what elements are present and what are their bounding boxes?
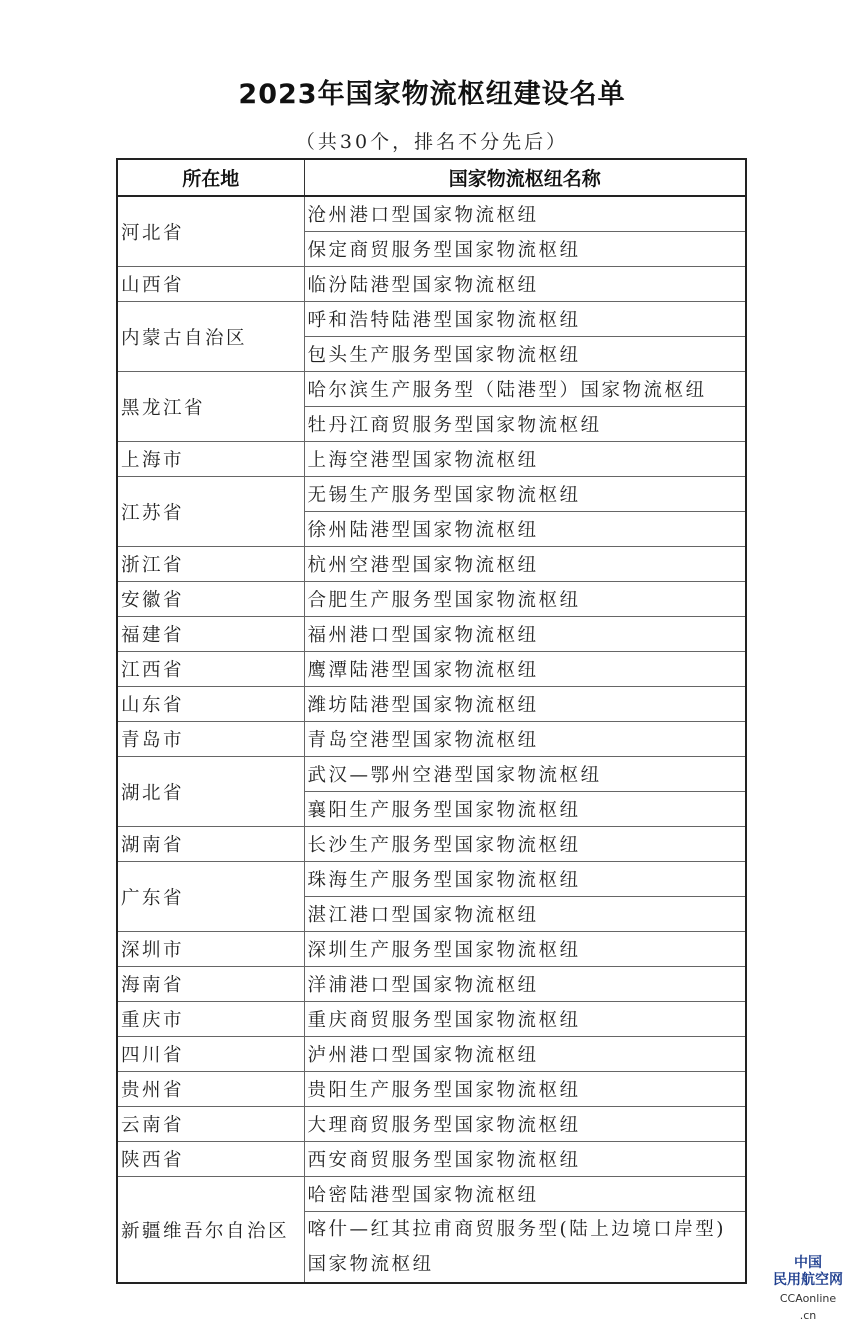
hub-name-cell: 牡丹江商贸服务型国家物流枢纽 — [304, 407, 746, 442]
table-body — [117, 196, 746, 1283]
location-cell: 广东省 — [117, 862, 304, 932]
table-header-row — [117, 159, 746, 196]
page-subtitle: （共30个，排名不分先后） — [295, 131, 569, 153]
hub-name-cell: 徐州陆港型国家物流枢纽 — [304, 512, 746, 547]
table-row — [117, 757, 746, 792]
hub-name-cell: 潍坊陆港型国家物流枢纽 — [304, 687, 746, 722]
location-cell: 陕西省 — [117, 1142, 304, 1177]
location-cell: 深圳市 — [117, 932, 304, 967]
table-row — [117, 547, 746, 582]
location-cell: 贵州省 — [117, 1072, 304, 1107]
hub-name-cell: 哈尔滨生产服务型（陆港型）国家物流枢纽 — [304, 372, 746, 407]
location-cell: 黑龙江省 — [117, 372, 304, 442]
hub-name-cell: 珠海生产服务型国家物流枢纽 — [304, 862, 746, 897]
hub-name-cell: 无锡生产服务型国家物流枢纽 — [304, 477, 746, 512]
hub-name-cell: 沧州港口型国家物流枢纽 — [304, 196, 746, 232]
table-row — [117, 1072, 746, 1107]
header-hub-name: 国家物流枢纽名称 — [304, 159, 746, 196]
watermark-line3: CCAonline — [779, 1292, 837, 1305]
table-row — [117, 617, 746, 652]
table-row — [117, 372, 746, 407]
hub-name-cell: 泸州港口型国家物流枢纽 — [304, 1037, 746, 1072]
table-row — [117, 477, 746, 512]
hub-name-cell: 武汉—鄂州空港型国家物流枢纽 — [304, 757, 746, 792]
table-row — [117, 1177, 746, 1212]
hub-name-cell: 鹰潭陆港型国家物流枢纽 — [304, 652, 746, 687]
hub-name-cell: 福州港口型国家物流枢纽 — [304, 617, 746, 652]
hub-name-cell: 合肥生产服务型国家物流枢纽 — [304, 582, 746, 617]
table-row — [117, 652, 746, 687]
hub-name-cell: 临汾陆港型国家物流枢纽 — [304, 267, 746, 302]
location-cell: 湖北省 — [117, 757, 304, 827]
site-watermark-logo — [752, 1255, 864, 1323]
table-row — [117, 862, 746, 897]
location-cell: 山西省 — [117, 267, 304, 302]
watermark-line1: 中国 — [794, 1255, 822, 1271]
hub-name-cell: 上海空港型国家物流枢纽 — [304, 442, 746, 477]
hub-name-cell: 大理商贸服务型国家物流枢纽 — [304, 1107, 746, 1142]
table-row — [117, 1107, 746, 1142]
table-row — [117, 827, 746, 862]
watermark-line4: .cn — [799, 1309, 817, 1322]
hub-name-cell: 西安商贸服务型国家物流枢纽 — [304, 1142, 746, 1177]
table-row — [117, 1037, 746, 1072]
table-row — [117, 442, 746, 477]
hub-name-cell: 长沙生产服务型国家物流枢纽 — [304, 827, 746, 862]
hub-name-cell: 洋浦港口型国家物流枢纽 — [304, 967, 746, 1002]
hub-name-cell: 保定商贸服务型国家物流枢纽 — [304, 232, 746, 267]
table-row — [117, 1142, 746, 1177]
hub-name-cell: 杭州空港型国家物流枢纽 — [304, 547, 746, 582]
table-row — [117, 722, 746, 757]
location-cell: 福建省 — [117, 617, 304, 652]
hub-name-cell: 呼和浩特陆港型国家物流枢纽 — [304, 302, 746, 337]
table-row — [117, 196, 746, 232]
hub-name-cell: 哈密陆港型国家物流枢纽 — [304, 1177, 746, 1212]
hub-list-table — [116, 158, 747, 1284]
hub-name-cell: 重庆商贸服务型国家物流枢纽 — [304, 1002, 746, 1037]
location-cell: 安徽省 — [117, 582, 304, 617]
location-cell: 江西省 — [117, 652, 304, 687]
hub-name-cell: 襄阳生产服务型国家物流枢纽 — [304, 792, 746, 827]
header-location: 所在地 — [117, 159, 304, 196]
table-row — [117, 302, 746, 337]
location-cell: 江苏省 — [117, 477, 304, 547]
watermark-line2: 民用航空网 — [773, 1272, 843, 1288]
location-cell: 河北省 — [117, 196, 304, 267]
table-row — [117, 582, 746, 617]
location-cell: 青岛市 — [117, 722, 304, 757]
location-cell: 浙江省 — [117, 547, 304, 582]
location-cell: 重庆市 — [117, 1002, 304, 1037]
page-title: 2023年国家物流枢纽建设名单 — [238, 79, 626, 110]
hub-name-cell: 青岛空港型国家物流枢纽 — [304, 722, 746, 757]
hub-name-cell: 贵阳生产服务型国家物流枢纽 — [304, 1072, 746, 1107]
location-cell: 内蒙古自治区 — [117, 302, 304, 372]
hub-name-cell: 深圳生产服务型国家物流枢纽 — [304, 932, 746, 967]
table-row — [117, 967, 746, 1002]
table-row — [117, 267, 746, 302]
hub-name-cell: 包头生产服务型国家物流枢纽 — [304, 337, 746, 372]
table-row — [117, 1002, 746, 1037]
hub-name-cell: 喀什—红其拉甫商贸服务型(陆上边境口岸型)国家物流枢纽 — [304, 1212, 746, 1284]
location-cell: 新疆维吾尔自治区 — [117, 1177, 304, 1284]
table-row — [117, 687, 746, 722]
hub-name-cell: 湛江港口型国家物流枢纽 — [304, 897, 746, 932]
location-cell: 湖南省 — [117, 827, 304, 862]
location-cell: 云南省 — [117, 1107, 304, 1142]
location-cell: 山东省 — [117, 687, 304, 722]
location-cell: 四川省 — [117, 1037, 304, 1072]
table-row — [117, 932, 746, 967]
location-cell: 海南省 — [117, 967, 304, 1002]
location-cell: 上海市 — [117, 442, 304, 477]
